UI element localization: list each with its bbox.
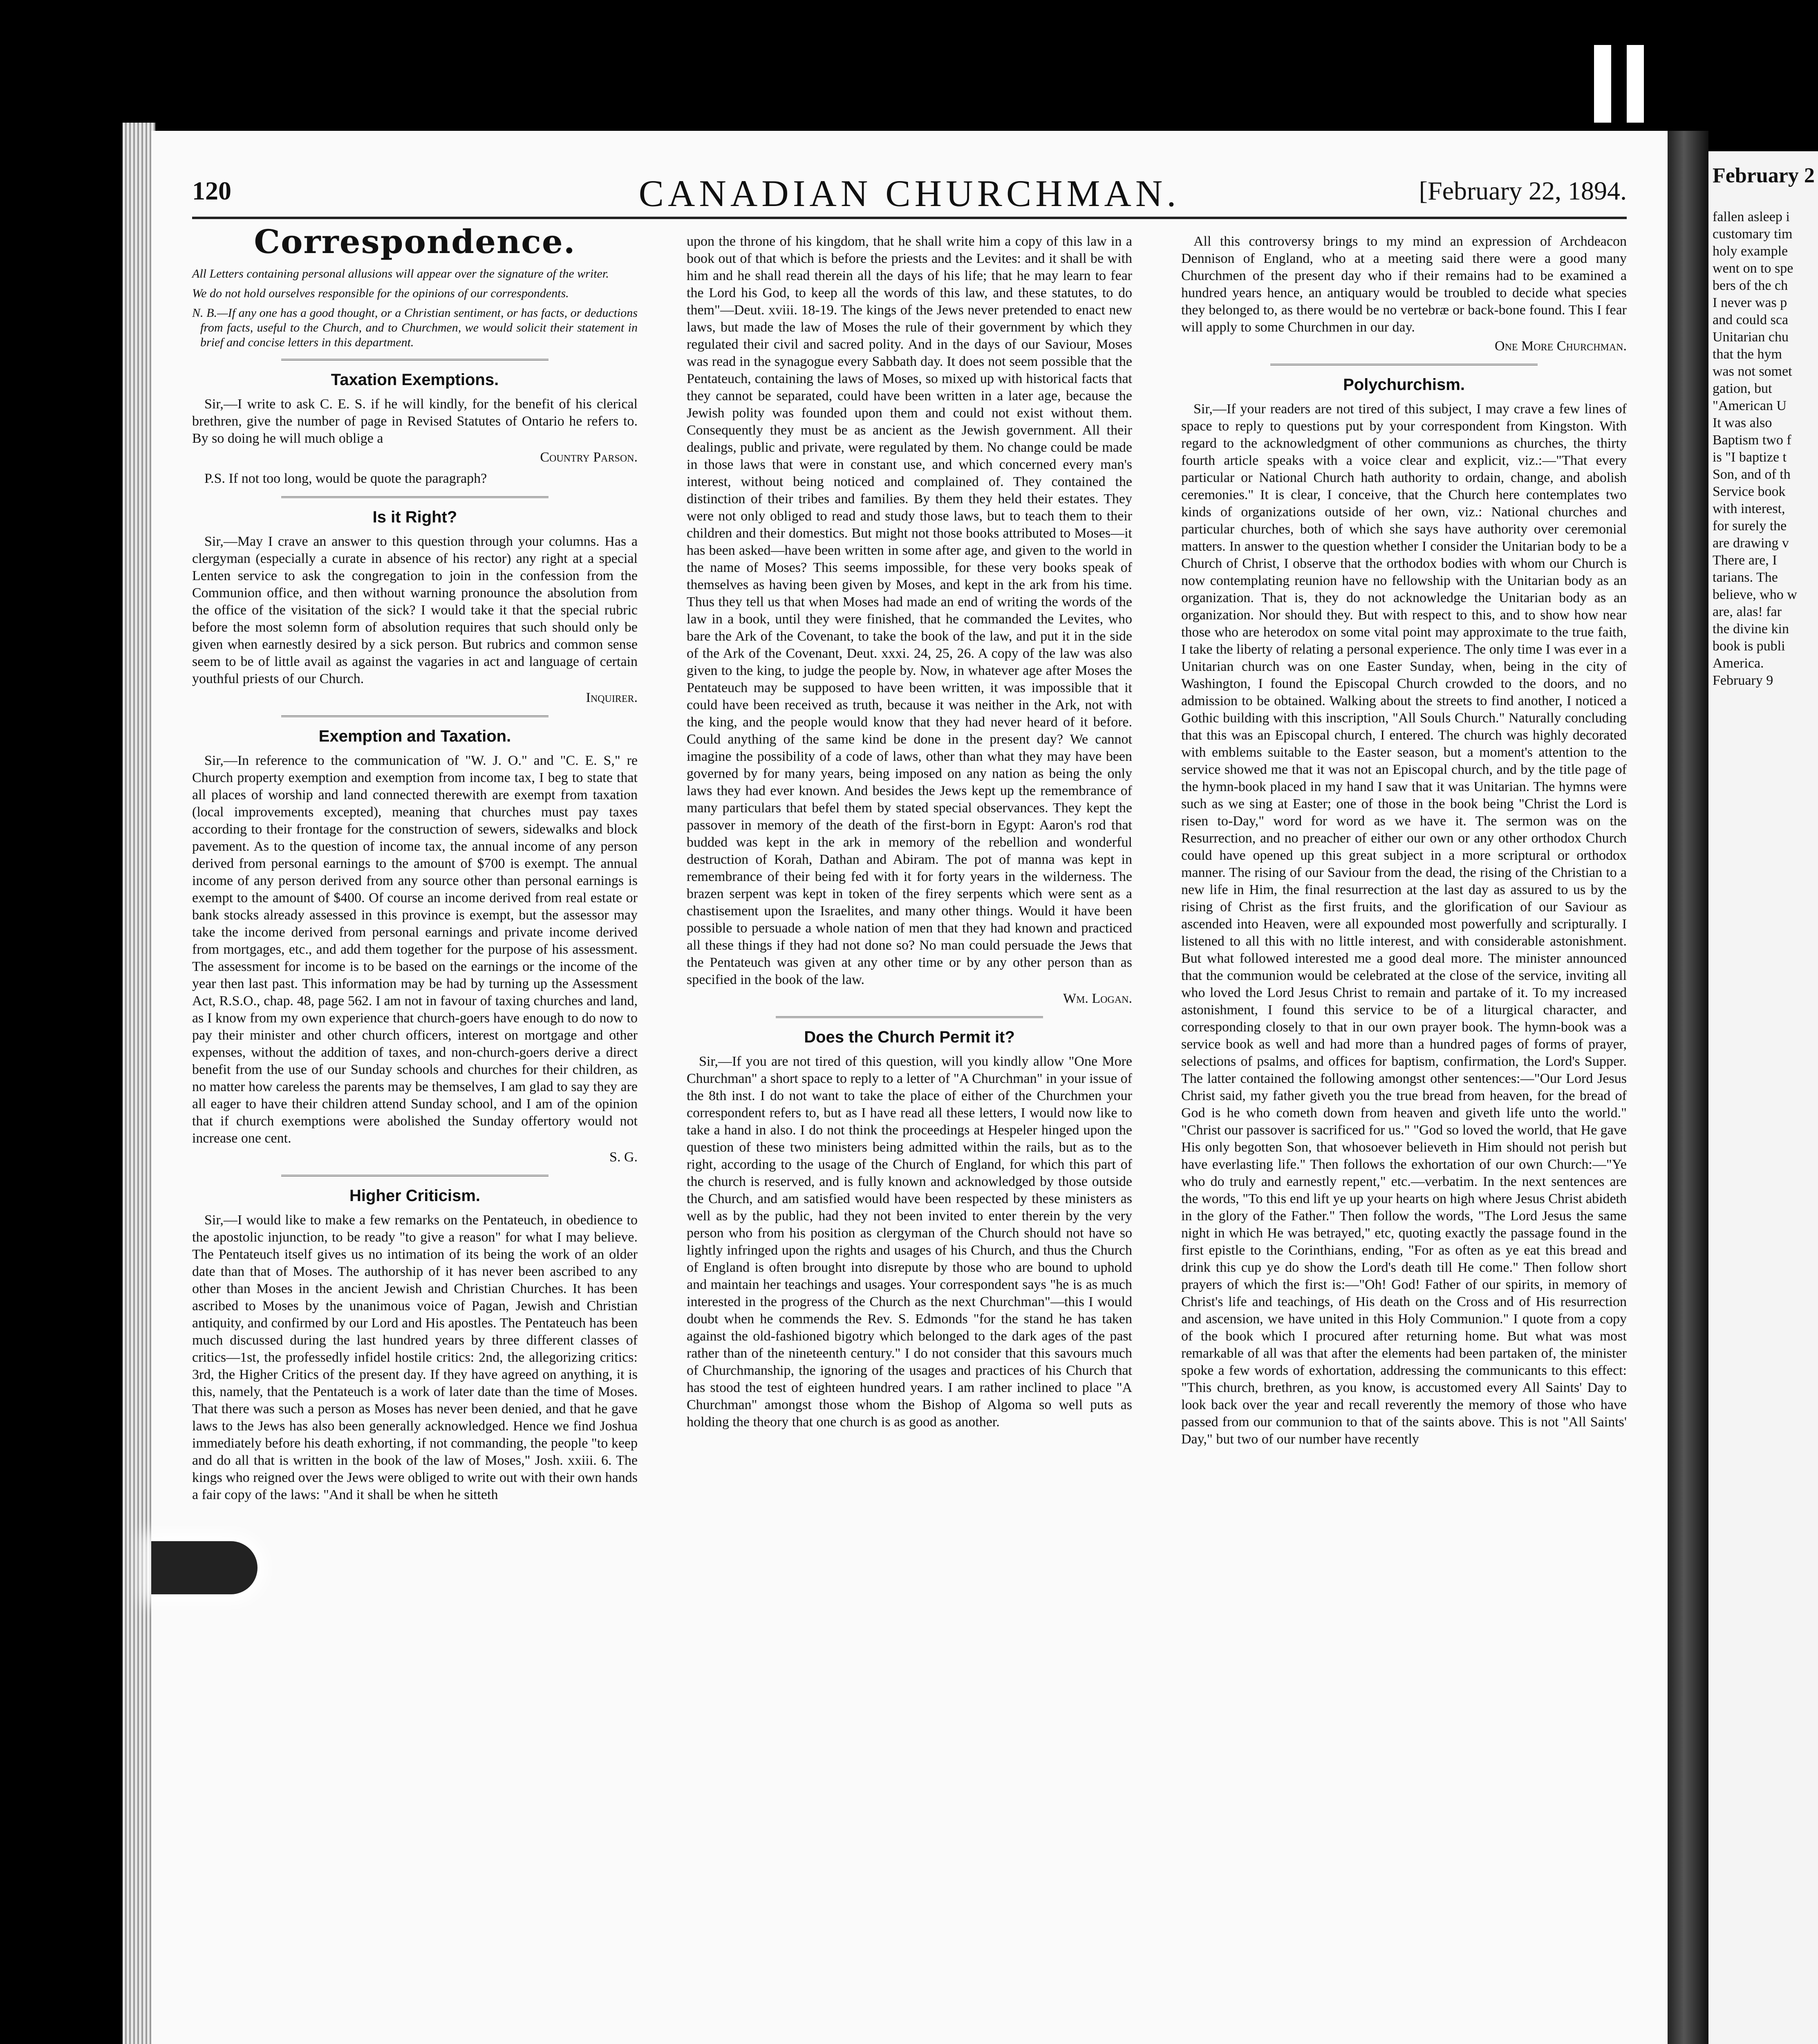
postscript: P.S. If not too long, would be quote the paragraph? xyxy=(204,471,487,486)
next-page-line: was not somet xyxy=(1713,364,1792,379)
article-title: Exemption and Taxation. xyxy=(318,727,511,745)
editorial-note: All Letters containing personal allusions will appear over the signature of the writer. xyxy=(192,267,609,280)
book-spine xyxy=(1668,131,1708,2044)
next-page-fragment xyxy=(1708,151,1818,2044)
next-page-line: the divine kin xyxy=(1713,621,1789,637)
next-page-line: and could sca xyxy=(1713,312,1789,327)
next-page-line: Service book xyxy=(1713,484,1786,499)
next-page-line: America. xyxy=(1713,656,1764,671)
next-page-line: tarians. The xyxy=(1713,570,1778,585)
article-title: Higher Criticism. xyxy=(349,1187,481,1205)
signature: S. G. xyxy=(609,1150,638,1165)
next-page-line: Unitarian chu xyxy=(1713,329,1789,345)
next-page-line: with interest, xyxy=(1713,501,1785,516)
article-title: Is it Right? xyxy=(372,508,457,526)
next-page-line: believe, who w xyxy=(1713,587,1797,602)
article-body: Sir,—I write to ask C. E. S. if he will kindly, for the benefit of his clerical brethren, give the number of page in Revised Statutes of Ontario he refers to. By so doing he will much oblige a xyxy=(192,397,638,446)
next-page-line: book is publi xyxy=(1713,639,1785,654)
pen-object xyxy=(151,1541,257,1594)
next-page-line: There are, I xyxy=(1713,553,1777,568)
column-2 xyxy=(687,233,1132,1431)
next-page-line: February 9 xyxy=(1713,673,1773,688)
header-rule xyxy=(192,217,1627,219)
masthead: CANADIAN CHURCHMAN. xyxy=(638,173,1180,214)
marker-bar xyxy=(1627,45,1644,123)
signature: Wm. Logan. xyxy=(1063,991,1132,1006)
next-page-line: for surely the xyxy=(1713,518,1787,533)
next-page-header: February 2 xyxy=(1713,164,1815,187)
marker-bar xyxy=(1594,45,1611,123)
book-page-edges xyxy=(123,123,155,2044)
next-page-line: I never was p xyxy=(1713,295,1787,310)
article-title: Polychurchism. xyxy=(1343,376,1465,394)
article-body: Sir,—If you are not tired of this question, will you kindly allow "One More Churchman" a short space to reply to a letter of "A Churchman" in your issue of the 8th inst. I do not want to take the place of either of the Churchmen your correspondent refers to, but as I have read all these letters, I would now like to take a hand in also. I do not think the proceedings at Hespeler hinged upon the question of these two ministers being admitted within the rails, but as to the right, according to the usage of the Church of England, for which this part of the church is reserved, and is fully known and acknowledged by those outside the Church, and am satisfied would have been respected by these ministers as well as by the public, had they not been invited to enter therein by the very person who from his position as clergyman of the Church should not have so lightly infringed upon the rights and usages of his Church, and thus the Church of England is often brought into disrepute by those who are bound to uphold and maintain her teachings and usages. Your correspondent says "he is as much interested in the progress of the Church as the next Churchman"—this I would doubt when he commends the Rev. S. Edmonds "for the stand he has taken against the old-fashioned bigotry which belonged to the dark ages of the past rather than of the nineteenth century." I do not consider that this savours much of Churchmanship, the ignoring of the usages and practices of his Church that has stood the test of eighteen hundred years. I am rather inclined to place "A Churchman" amongst those whom the Bishop of Algoma so well puts as holding the theory that one church is as good as another. xyxy=(687,1054,1132,1430)
divider xyxy=(281,359,549,361)
next-page-line: holy example xyxy=(1713,244,1788,259)
article-body: Sir,—If your readers are not tired of this subject, I may crave a few lines of space to reply to questions put by your correspondent from Kingston. With regard to the acknowledgment of other communions as churches, the thirty fourth article speaks with a voice clear and explicit, viz.:—"That every particular or National Church hath authority to ordain, change, and abolish ceremonies." It is clear, I conceive, that the Church here contemplates two kinds of organizations outside of her own, viz.: National churches and particular churches, both of which she says have authority over ceremonial matters. In answer to the question whether I consider the Unitarian body to be a Church of Christ, I observe that the orthodox bodies with whom our Church is now contemplating reunion have no fellowship with the Unitarian body as an organization. That is, they do not acknowledge the Unitarian body as an organization. Nor should they. But with respect to this, and to show how near those who are heterodox on some vital point may approximate to the true faith, I take the liberty of relating a personal experience. The only time I was ever in a Unitarian church was on one Easter Sunday, when, being in the city of Washington, I found the Episcopal Church crowded to the doors, and no admission to be obtained. Walking about the streets to find another, I noticed a Gothic building with this inscription, "All Souls Church." Naturally concluding that this was an Episcopal church, I entered. The church was highly decorated with emblems suitable to the Easter season, but a moment's attention to the service showed me that it was not an Episcopal church, and by the title page of the hymn-book placed in my hand I saw that it was Unitarian. The hymns were such as we sing at Easter; one of those in the book being "Christ the Lord is risen to-Day," word for word as we have it. The sermon was on the Resurrection, and no preacher of either our own or any other orthodox Church could have opened up this great subject in a more scriptural or orthodox manner. The rising of our Saviour from the dead, the rising of the Christian to a new life in Him, the final resurrection at the last day as assured to us by the rising of Christ as the first fruits, and the glorification of our Saviour as ascended into Heaven, were all expounded most powerfully and scripturally. I listened to all this with no little interest, and with considerable astonishment. But what followed interested me a good deal more. The minister announced that the communion would be celebrated at the close of the service, inviting all who loved the Lord Jesus Christ to remain and partake of it. To my increased astonishment, I found this service to be of a liturgical character, and corresponding closely to that in our own prayer book. The hymn-book was a service book as well and had more than a hundred pages of forms of prayer, selections of psalms, and offices for baptism, confirmation, the Lord's Supper. The latter contained the following amongst other sentences:—"Our Lord Jesus Christ said, my father giveth you the true bread from heaven, for the bread of God is he who cometh down from heaven and giveth life unto the world." "Christ our passover is sacrificed for us." "God so loved the world, that He gave His only begotten Son, that whosoever believeth in Him should not perish but have everlasting life." Then follows the exhortation of our own Church:—"Ye who do truly and earnestly repent," etc.—verbatim. In the next sentences are the words, "To this end lift ye up your hearts on high where Jesus Christ abideth in the glory of the Father." Then follow the words, "The Lord Jesus the same night in which He was betrayed," etc, quoting exactly the passage found in the first epistle to the Corinthians, ending, "For as often as ye eat this bread and drink this cup ye do show the Lord's death till He come." Then follow short prayers of which the first is:—"Oh! God! Father of our spirits, in memory of Christ's life and teachings, of His death on the Cross and of His resurrection and ascension, we have united in this Holy Communion." I quote from a copy of the book which I procured after returning home. But what was most remarkable of all was that after the elements had been partaken of, the minister spoke a few words of exhortation, addressing the communicants to this effect: "This church, brethren, as you know, is accustomed every All Saints' Day to look back over the year and recall reverently the memory of those who have passed from our communion to that of the saints above. This is not "All Saints' Day," but two of our number have recently xyxy=(1181,401,1627,1447)
next-page-line: gation, but xyxy=(1713,381,1772,396)
next-page-line: "American U xyxy=(1713,398,1787,413)
editorial-note: We do not hold ourselves responsible for the opinions of our correspondents. xyxy=(192,287,569,300)
divider xyxy=(776,1016,1043,1018)
column-1 xyxy=(192,222,638,1504)
next-page-line: fallen asleep i xyxy=(1713,209,1790,224)
column-3 xyxy=(1181,233,1627,1448)
next-page-line: bers of the ch xyxy=(1713,278,1788,293)
signature: Country Parson. xyxy=(540,450,638,465)
next-page-line: is "I baptize t xyxy=(1713,450,1787,465)
article-body: Sir,—May I crave an answer to this question through your columns. Has a clergyman (especially a curate in absence of his rector) any right at a special Lenten service to ask the congregation to join in the confession from the Communion office, and then without warning pronounce the absolution from the office of the visitation of the sick? I would take it that the special rubric before the most solemn form of absolution requires that such should only be given when earnestly desired by a sick person. But rubrics and common sense seem to be of little avail as against the vagaries in act and language of certain youthful priests of our Church. xyxy=(192,534,638,686)
article-body: All this controversy brings to my mind an expression of Archdeacon Dennison of England, who at a meeting said there were a good many Churchmen of the present day who if their remains had to be examined a hundred years hence, an antiquary would be troubled to decide what species they belonged to, as there would be no vertebræ or back-bone found. This I fear will apply to some Churchmen in our day. xyxy=(1181,234,1627,335)
article-body: upon the throne of his kingdom, that he shall write him a copy of this law in a book out of that which is before the priests and the Levites: and it shall be with him and he shall read therein all the days of his life; that he may learn to fear the Lord his God, to keep all the words of this law, and these statutes, to do them"—Deut. xviii. 18-19. The kings of the Jews never pretended to enact new laws, but made the law of Moses the rule of their government by which they regulated their civil and sacred polity. And in the days of our Saviour, Moses was read in the synagogue every Sabbath day. It does not seem possible that the Pentateuch, containing the laws of Moses, so mixed up with historical facts that they cannot be separated, could have been written in a later age, because the Jewish polity was founded upon them and could not exist without them. Consequently they must be as ancient as the Jewish government. All their dealings, public and private, were regulated by them. No change could be made in those laws that were in constant use, and which concerned every man's interest, without being noticed and complained of. They contained the distinction of their tribes and families. By them they held their estates. They were not only obliged to read and study those laws, but to teach them to their children and their domestics. But might not those books attributed to Moses—it has been asked—have been written in some after age, and given to the world in the name of Moses? This seems impossible, for these very books speak of themselves as having been given by Moses, and kept in the ark from his time. Thus they tell us that when Moses had made an end of writing the words of the law in a book, until they were finished, that he commanded the Levites, who bare the Ark of the Covenant, to take the book of the law, and put it in the side of the Ark of the Covenant, Deut. xxxi. 24, 25, 26. A copy of the law was also given to the king, to judge the people by. Now, in whatever age after Moses the Pentateuch may be supposed to have been written, it was impossible that it could have been received as truth, because it was neither in the Ark, not with the king, and the people would know that they had never heard of it before. Could anything of the same kind be done in the present day? We cannot imagine the possibility of a code of laws, other than what they may have been governed by for many years, being imposed on any nation as being the only laws they had ever known. And besides the Jews kept up the remembrance of many particulars that befel them by stated special observances. They kept the passover in memory of the death of the first-born in Egypt: Aaron's rod that budded was kept in the ark in memory of the rebellion and wonderful destruction of Korah, Dathan and Abiram. The pot of manna was kept in remembrance of their being fed with it for forty years in the wilderness. The brazen serpent was kept in token of the firey serpents which were sent as a chastisement upon the Israelites, and many other things. Would it have been possible to persuade a whole nation of men that they had known and practiced all these things if they had not done so? No man could persuade the Jews that the Pentateuch was given at any other time or by any other person than as specified in the book of the law. xyxy=(687,234,1132,987)
next-page-line: are, alas! far xyxy=(1713,604,1782,619)
next-page-line: customary tim xyxy=(1713,226,1793,242)
article-title: Does the Church Permit it? xyxy=(804,1028,1015,1046)
divider xyxy=(281,1175,549,1177)
section-title: Correspondence. xyxy=(254,222,576,261)
signature: One More Churchman. xyxy=(1495,338,1627,354)
next-page-line: Son, and of th xyxy=(1713,467,1791,482)
editorial-note: N. B.—If any one has a good thought, or a Christian sentiment, or has facts, or deductions from facts, useful to the Church, and to Churchmen, we would solicit their statement in brief and concise letters in this department. xyxy=(192,306,638,349)
next-page-line: Baptism two f xyxy=(1713,433,1791,448)
next-page-column xyxy=(1713,208,1815,689)
article-body: Sir,—I would like to make a few remarks on the Pentateuch, in obedience to the apostolic injunction, to be ready "to give a reason" for what I may believe. The Pentateuch itself gives us no intimation of its being the work of an older date than that of Moses. The authorship of it has never been ascribed to any other than Moses in the ancient Jewish and Christian Churches. It has been ascribed to Moses by the unanimous voice of Pagan, Jewish and Christian antiquity, and confirmed by our Lord and His apostles. The Pentateuch has been much discussed during the last hundred years by three different classes of critics—1st, the professedly infidel hostile critics: 2nd, the allegorizing critics: 3rd, the Higher Critics of the present day. If they have agreed on anything, it is this, namely, that the Pentateuch is a work of later date than the time of Moses. That there was such a person as Moses has never been denied, and that he gave laws to the Jews has also been generally acknowledged. Hence we find Joshua immediately before his death exhorting, if not commanding, the people "to keep and do all that is written in the book of the law of Moses," Josh. xxiii. 6. The kings who reigned over the Jews were obliged to write out with their own hands a fair copy of the laws: "And it shall be when he sitteth xyxy=(192,1213,638,1502)
next-page-line: went on to spe xyxy=(1713,261,1793,276)
divider xyxy=(281,715,549,717)
divider xyxy=(281,496,549,498)
article-body: Sir,—In reference to the communication of "W. J. O." and "C. E. S," re Church property exemption and exemption from income tax, I beg to state that all places of worship and land connected therewith are exempt from taxation (local improvements excepted), meaning that churches must pay taxes according to their frontage for the construction of sewers, sidewalks and block pavement. As to the question of income tax, the annual income of any person derived from personal earnings to the amount of $700 is exempt. The annual income of any person derived from any source other than personal earnings is exempt to the amount of $400. Of course an income derived from real estate or bank stocks already assessed in this province is exempt, but the assessor may take the income derived from personal earnings and private income derived from mortgages, etc., and add them together for the purpose of his assessment. The assessment for income is to be based on the earnings or the income of the year then last past. This information may be had by turning up the Assessment Act, R.S.O., chap. 48, page 562. I am not in favour of taxing churches and land, as I know from my own experience that church-goers have enough to do now to pay their minister and other church officers, interest on mortgage and other expenses, without the addition of taxes, and non-church-goers derive a direct benefit from the use of our Sunday schools and churches for their children, as no matter how careless the parents may be themselves, I am glad to say they are all eager to have their children attend Sunday school, and I am of the opinion that if church exemptions were abolished the Sunday offertory would not increase one cent. xyxy=(192,753,638,1146)
article-title: Taxation Exemptions. xyxy=(331,371,499,389)
next-page-line: that the hym xyxy=(1713,347,1782,362)
page-number: 120 xyxy=(192,176,231,205)
page-header xyxy=(192,173,1627,214)
issue-date: [February 22, 1894. xyxy=(1419,176,1627,205)
divider xyxy=(1270,364,1538,365)
signature: Inquirer. xyxy=(586,690,638,705)
next-page-line: It was also xyxy=(1713,415,1772,430)
next-page-line: are drawing v xyxy=(1713,536,1789,551)
